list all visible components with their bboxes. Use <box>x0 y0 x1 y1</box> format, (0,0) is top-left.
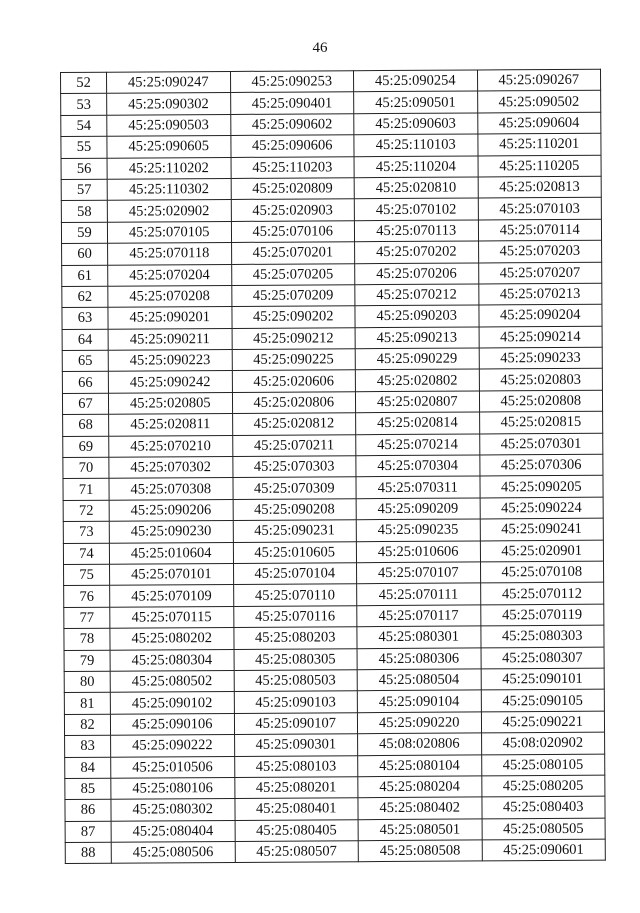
cadastral-number-cell: 45:25:070304 <box>356 455 480 477</box>
cadastral-number-cell: 45:25:020805 <box>108 392 232 414</box>
cadastral-number-cell: 45:25:090247 <box>107 71 231 93</box>
cadastral-number-cell: 45:25:080505 <box>482 818 606 840</box>
cadastral-number-cell: 45:25:080401 <box>234 798 358 820</box>
cadastral-number-cell: 45:25:090606 <box>230 135 354 157</box>
row-number-cell: 64 <box>62 329 108 351</box>
cadastral-number-cell: 45:25:080405 <box>235 819 359 841</box>
cadastral-number-cell: 45:25:020813 <box>478 176 602 198</box>
cadastral-number-cell: 45:25:010604 <box>109 542 233 564</box>
row-number-cell: 68 <box>63 414 109 436</box>
cadastral-number-cell: 45:25:070110 <box>233 584 357 606</box>
cadastral-number-cell: 45:25:070306 <box>479 454 603 476</box>
cadastral-number-cell: 45:25:070113 <box>354 220 478 242</box>
cadastral-number-cell: 45:08:020902 <box>481 732 605 754</box>
cadastral-number-cell: 45:25:070106 <box>231 220 355 242</box>
cadastral-number-cell: 45:25:090220 <box>357 712 481 734</box>
cadastral-number-cell: 45:25:070117 <box>357 605 481 627</box>
cadastral-number-cell: 45:25:110204 <box>354 156 478 178</box>
cadastral-number-cell: 45:25:080502 <box>110 670 234 692</box>
cadastral-number-cell: 45:25:090602 <box>230 113 354 135</box>
cadastral-number-cell: 45:25:080403 <box>481 796 605 818</box>
cadastral-number-cell: 45:25:080205 <box>481 775 605 797</box>
cadastral-number-cell: 45:25:080106 <box>111 777 235 799</box>
row-number-cell: 73 <box>63 521 109 543</box>
cadastral-number-cell: 45:25:090204 <box>478 304 602 326</box>
cadastral-number-cell: 45:25:070114 <box>478 219 602 241</box>
row-number-cell: 63 <box>62 308 108 330</box>
cadastral-number-cell: 45:25:090233 <box>479 347 603 369</box>
row-number-cell: 69 <box>63 436 109 458</box>
cadastral-number-cell: 45:25:070205 <box>231 263 355 285</box>
row-number-cell: 80 <box>64 671 110 693</box>
row-number-cell: 74 <box>63 543 109 565</box>
table-body <box>61 69 606 864</box>
cadastral-number-cell: 45:25:070203 <box>478 240 602 262</box>
cadastral-number-cell: 45:25:090254 <box>353 70 477 92</box>
row-number-cell: 83 <box>65 735 111 757</box>
cadastral-number-cell: 45:25:080503 <box>234 670 358 692</box>
cadastral-number-cell: 45:25:090201 <box>108 307 232 329</box>
row-number-cell: 53 <box>61 94 107 116</box>
cadastral-number-cell: 45:25:070214 <box>356 434 480 456</box>
cadastral-number-cell: 45:25:070311 <box>356 476 480 498</box>
row-number-cell: 76 <box>64 586 110 608</box>
cadastral-number-cell: 45:25:020815 <box>479 411 603 433</box>
cadastral-number-cell: 45:25:080105 <box>481 754 605 776</box>
cadastral-number-cell: 45:25:110201 <box>477 133 601 155</box>
cadastral-number-cell: 45:25:070209 <box>231 285 355 307</box>
cadastral-number-cell: 45:25:020808 <box>479 390 603 412</box>
cadastral-number-cell: 45:25:090203 <box>355 305 479 327</box>
cadastral-number-cell: 45:25:090605 <box>107 136 231 158</box>
table-row <box>65 839 605 864</box>
cadastral-number-cell: 45:25:090601 <box>482 839 606 861</box>
cadastral-number-cell: 45:25:080104 <box>358 754 482 776</box>
cadastral-number-cell: 45:25:080103 <box>234 755 358 777</box>
cadastral-number-cell: 45:25:080508 <box>358 840 482 862</box>
page-number: 46 <box>312 40 328 56</box>
cadastral-number-cell: 45:25:020810 <box>354 177 478 199</box>
row-number-cell: 78 <box>64 628 110 650</box>
cadastral-number-cell: 45:25:070102 <box>354 198 478 220</box>
cadastral-number-cell: 45:25:080506 <box>111 842 235 864</box>
cadastral-number-cell: 45:25:090103 <box>234 691 358 713</box>
cadastral-number-cell: 45:25:070115 <box>110 606 234 628</box>
cadastral-number-cell: 45:25:090213 <box>355 327 479 349</box>
cadastral-number-cell: 45:25:090206 <box>109 499 233 521</box>
cadastral-number-cell: 45:25:080301 <box>357 626 481 648</box>
cadastral-number-cell: 45:25:070302 <box>109 456 233 478</box>
cadastral-number-cell: 45:25:090301 <box>234 734 358 756</box>
cadastral-number-cell: 45:25:090604 <box>477 112 601 134</box>
row-number-cell: 55 <box>61 136 107 158</box>
row-number-cell: 70 <box>63 457 109 479</box>
cadastral-number-cell: 45:25:080302 <box>111 799 235 821</box>
cadastral-number-cell: 45:25:020802 <box>355 369 479 391</box>
cadastral-number-cell: 45:25:020814 <box>356 412 480 434</box>
cadastral-number-cell: 45:25:070202 <box>355 241 479 263</box>
cadastral-number-cell: 45:25:020901 <box>480 540 604 562</box>
row-number-cell: 54 <box>61 115 107 137</box>
cadastral-table-wrapper <box>60 69 606 865</box>
cadastral-number-cell: 45:25:080204 <box>358 776 482 798</box>
cadastral-number-cell: 45:25:090502 <box>477 91 601 113</box>
cadastral-number-cell: 45:25:070303 <box>232 456 356 478</box>
cadastral-number-cell: 45:25:070201 <box>231 242 355 264</box>
cadastral-number-cell: 45:25:090107 <box>234 712 358 734</box>
cadastral-number-cell: 45:25:110203 <box>231 156 355 178</box>
row-number-cell: 72 <box>63 500 109 522</box>
cadastral-number-cell: 45:25:070119 <box>480 604 604 626</box>
cadastral-number-cell: 45:08:020806 <box>358 733 482 755</box>
cadastral-number-cell: 45:25:010606 <box>356 541 480 563</box>
row-number-cell: 82 <box>64 714 110 736</box>
cadastral-number-cell: 45:25:070116 <box>233 605 357 627</box>
row-number-cell: 59 <box>61 222 107 244</box>
cadastral-number-cell: 45:25:010605 <box>233 541 357 563</box>
row-number-cell: 77 <box>64 607 110 629</box>
cadastral-number-cell: 45:25:070204 <box>108 264 232 286</box>
cadastral-number-cell: 45:25:070207 <box>478 262 602 284</box>
cadastral-number-cell: 45:25:090603 <box>354 113 478 135</box>
cadastral-number-cell: 45:25:020606 <box>232 370 356 392</box>
cadastral-number-cell: 45:25:090209 <box>356 498 480 520</box>
cadastral-number-cell: 45:25:090221 <box>481 711 605 733</box>
row-number-cell: 84 <box>65 757 111 779</box>
cadastral-number-cell: 45:25:090202 <box>231 306 355 328</box>
cadastral-number-cell: 45:25:080203 <box>233 627 357 649</box>
cadastral-number-cell: 45:25:080303 <box>480 625 604 647</box>
row-number-cell: 58 <box>61 201 107 223</box>
row-number-cell: 61 <box>62 265 108 287</box>
cadastral-number-cell: 45:25:080307 <box>481 647 605 669</box>
cadastral-number-cell: 45:25:070308 <box>109 478 233 500</box>
cadastral-number-cell: 45:25:070208 <box>108 285 232 307</box>
cadastral-number-cell: 45:25:090225 <box>232 349 356 371</box>
cadastral-number-cell: 45:25:090242 <box>108 371 232 393</box>
cadastral-number-cell: 45:25:020902 <box>107 200 231 222</box>
cadastral-number-cell: 45:25:070301 <box>479 433 603 455</box>
cadastral-number-cell: 45:25:020811 <box>109 414 233 436</box>
cadastral-number-cell: 45:25:070118 <box>108 243 232 265</box>
row-number-cell: 85 <box>65 778 111 800</box>
cadastral-number-cell: 45:25:090214 <box>479 326 603 348</box>
cadastral-number-cell: 45:25:090302 <box>107 93 231 115</box>
cadastral-number-cell: 45:25:020806 <box>232 392 356 414</box>
cadastral-number-cell: 45:25:090241 <box>480 518 604 540</box>
row-number-cell: 57 <box>61 179 107 201</box>
row-number-cell: 52 <box>61 72 107 94</box>
cadastral-number-cell: 45:25:070109 <box>110 585 234 607</box>
cadastral-number-cell: 45:25:090205 <box>479 476 603 498</box>
cadastral-number-cell: 45:25:090208 <box>233 499 357 521</box>
cadastral-number-cell: 45:25:110202 <box>107 157 231 179</box>
cadastral-number-cell: 45:25:090235 <box>356 519 480 541</box>
cadastral-number-cell: 45:25:090105 <box>481 690 605 712</box>
cadastral-number-cell: 45:25:080305 <box>234 648 358 670</box>
cadastral-number-cell: 45:25:070108 <box>480 561 604 583</box>
cadastral-number-cell: 45:25:020807 <box>355 391 479 413</box>
row-number-cell: 56 <box>61 158 107 180</box>
cadastral-number-cell: 45:25:090101 <box>481 668 605 690</box>
cadastral-number-cell: 45:25:070309 <box>232 477 356 499</box>
cadastral-number-cell: 45:25:080201 <box>234 777 358 799</box>
cadastral-number-cell: 45:25:090267 <box>477 69 601 91</box>
cadastral-number-cell: 45:25:090106 <box>110 713 234 735</box>
cadastral-number-cell: 45:25:090212 <box>232 327 356 349</box>
cadastral-number-cell: 45:25:070213 <box>478 283 602 305</box>
row-number-cell: 66 <box>62 372 108 394</box>
row-number-cell: 79 <box>64 650 110 672</box>
cadastral-number-cell: 45:25:070103 <box>478 198 602 220</box>
row-number-cell: 60 <box>62 243 108 265</box>
cadastral-number-cell: 45:25:090222 <box>111 735 235 757</box>
cadastral-number-cell: 45:25:020812 <box>232 413 356 435</box>
cadastral-number-cell: 45:25:070112 <box>480 583 604 605</box>
cadastral-number-cell: 45:25:070210 <box>109 435 233 457</box>
cadastral-number-cell: 45:25:080202 <box>110 628 234 650</box>
cadastral-number-cell: 45:25:110302 <box>107 178 231 200</box>
cadastral-number-cell: 45:25:070212 <box>355 284 479 306</box>
cadastral-number-cell: 45:25:090102 <box>110 692 234 714</box>
cadastral-number-cell: 45:25:110103 <box>354 134 478 156</box>
cadastral-number-cell: 45:25:090224 <box>480 497 604 519</box>
row-number-cell: 86 <box>65 799 111 821</box>
cadastral-number-cell: 45:25:090231 <box>233 520 357 542</box>
row-number-cell: 81 <box>64 693 110 715</box>
row-number-cell: 88 <box>65 842 111 864</box>
row-number-cell: 67 <box>62 393 108 415</box>
row-number-cell: 87 <box>65 821 111 843</box>
cadastral-number-cell: 45:25:090401 <box>230 92 354 114</box>
cadastral-number-cell: 45:25:020903 <box>231 199 355 221</box>
cadastral-number-cell: 45:25:080404 <box>111 820 235 842</box>
cadastral-number-cell: 45:25:070111 <box>357 583 481 605</box>
cadastral-number-cell: 45:25:080306 <box>357 647 481 669</box>
cadastral-number-cell: 45:25:080501 <box>358 819 482 841</box>
cadastral-number-cell: 45:25:070105 <box>107 221 231 243</box>
cadastral-number-cell: 45:25:110205 <box>478 155 602 177</box>
row-number-cell: 62 <box>62 286 108 308</box>
cadastral-number-cell: 45:25:090230 <box>109 521 233 543</box>
cadastral-number-cell: 45:25:080304 <box>110 649 234 671</box>
cadastral-number-cell: 45:25:020809 <box>231 178 355 200</box>
row-number-cell: 71 <box>63 479 109 501</box>
cadastral-number-cell: 45:25:090211 <box>108 328 232 350</box>
cadastral-number-cell: 45:25:080402 <box>358 797 482 819</box>
cadastral-number-cell: 45:25:070104 <box>233 563 357 585</box>
cadastral-number-cell: 45:25:070101 <box>110 563 234 585</box>
cadastral-number-cell: 45:25:090503 <box>107 114 231 136</box>
cadastral-table <box>60 69 606 865</box>
cadastral-number-cell: 45:25:080507 <box>235 841 359 863</box>
cadastral-number-cell: 45:25:090253 <box>230 71 354 93</box>
cadastral-number-cell: 45:25:010506 <box>111 756 235 778</box>
cadastral-number-cell: 45:25:090223 <box>108 350 232 372</box>
cadastral-number-cell: 45:25:090501 <box>354 91 478 113</box>
cadastral-number-cell: 45:25:070211 <box>232 434 356 456</box>
row-number-cell: 65 <box>62 350 108 372</box>
cadastral-number-cell: 45:25:070107 <box>357 562 481 584</box>
row-number-cell: 75 <box>64 564 110 586</box>
cadastral-number-cell: 45:25:090104 <box>357 690 481 712</box>
cadastral-number-cell: 45:25:090229 <box>355 348 479 370</box>
cadastral-number-cell: 45:25:080504 <box>357 669 481 691</box>
cadastral-number-cell: 45:25:070206 <box>355 262 479 284</box>
cadastral-number-cell: 45:25:020803 <box>479 369 603 391</box>
